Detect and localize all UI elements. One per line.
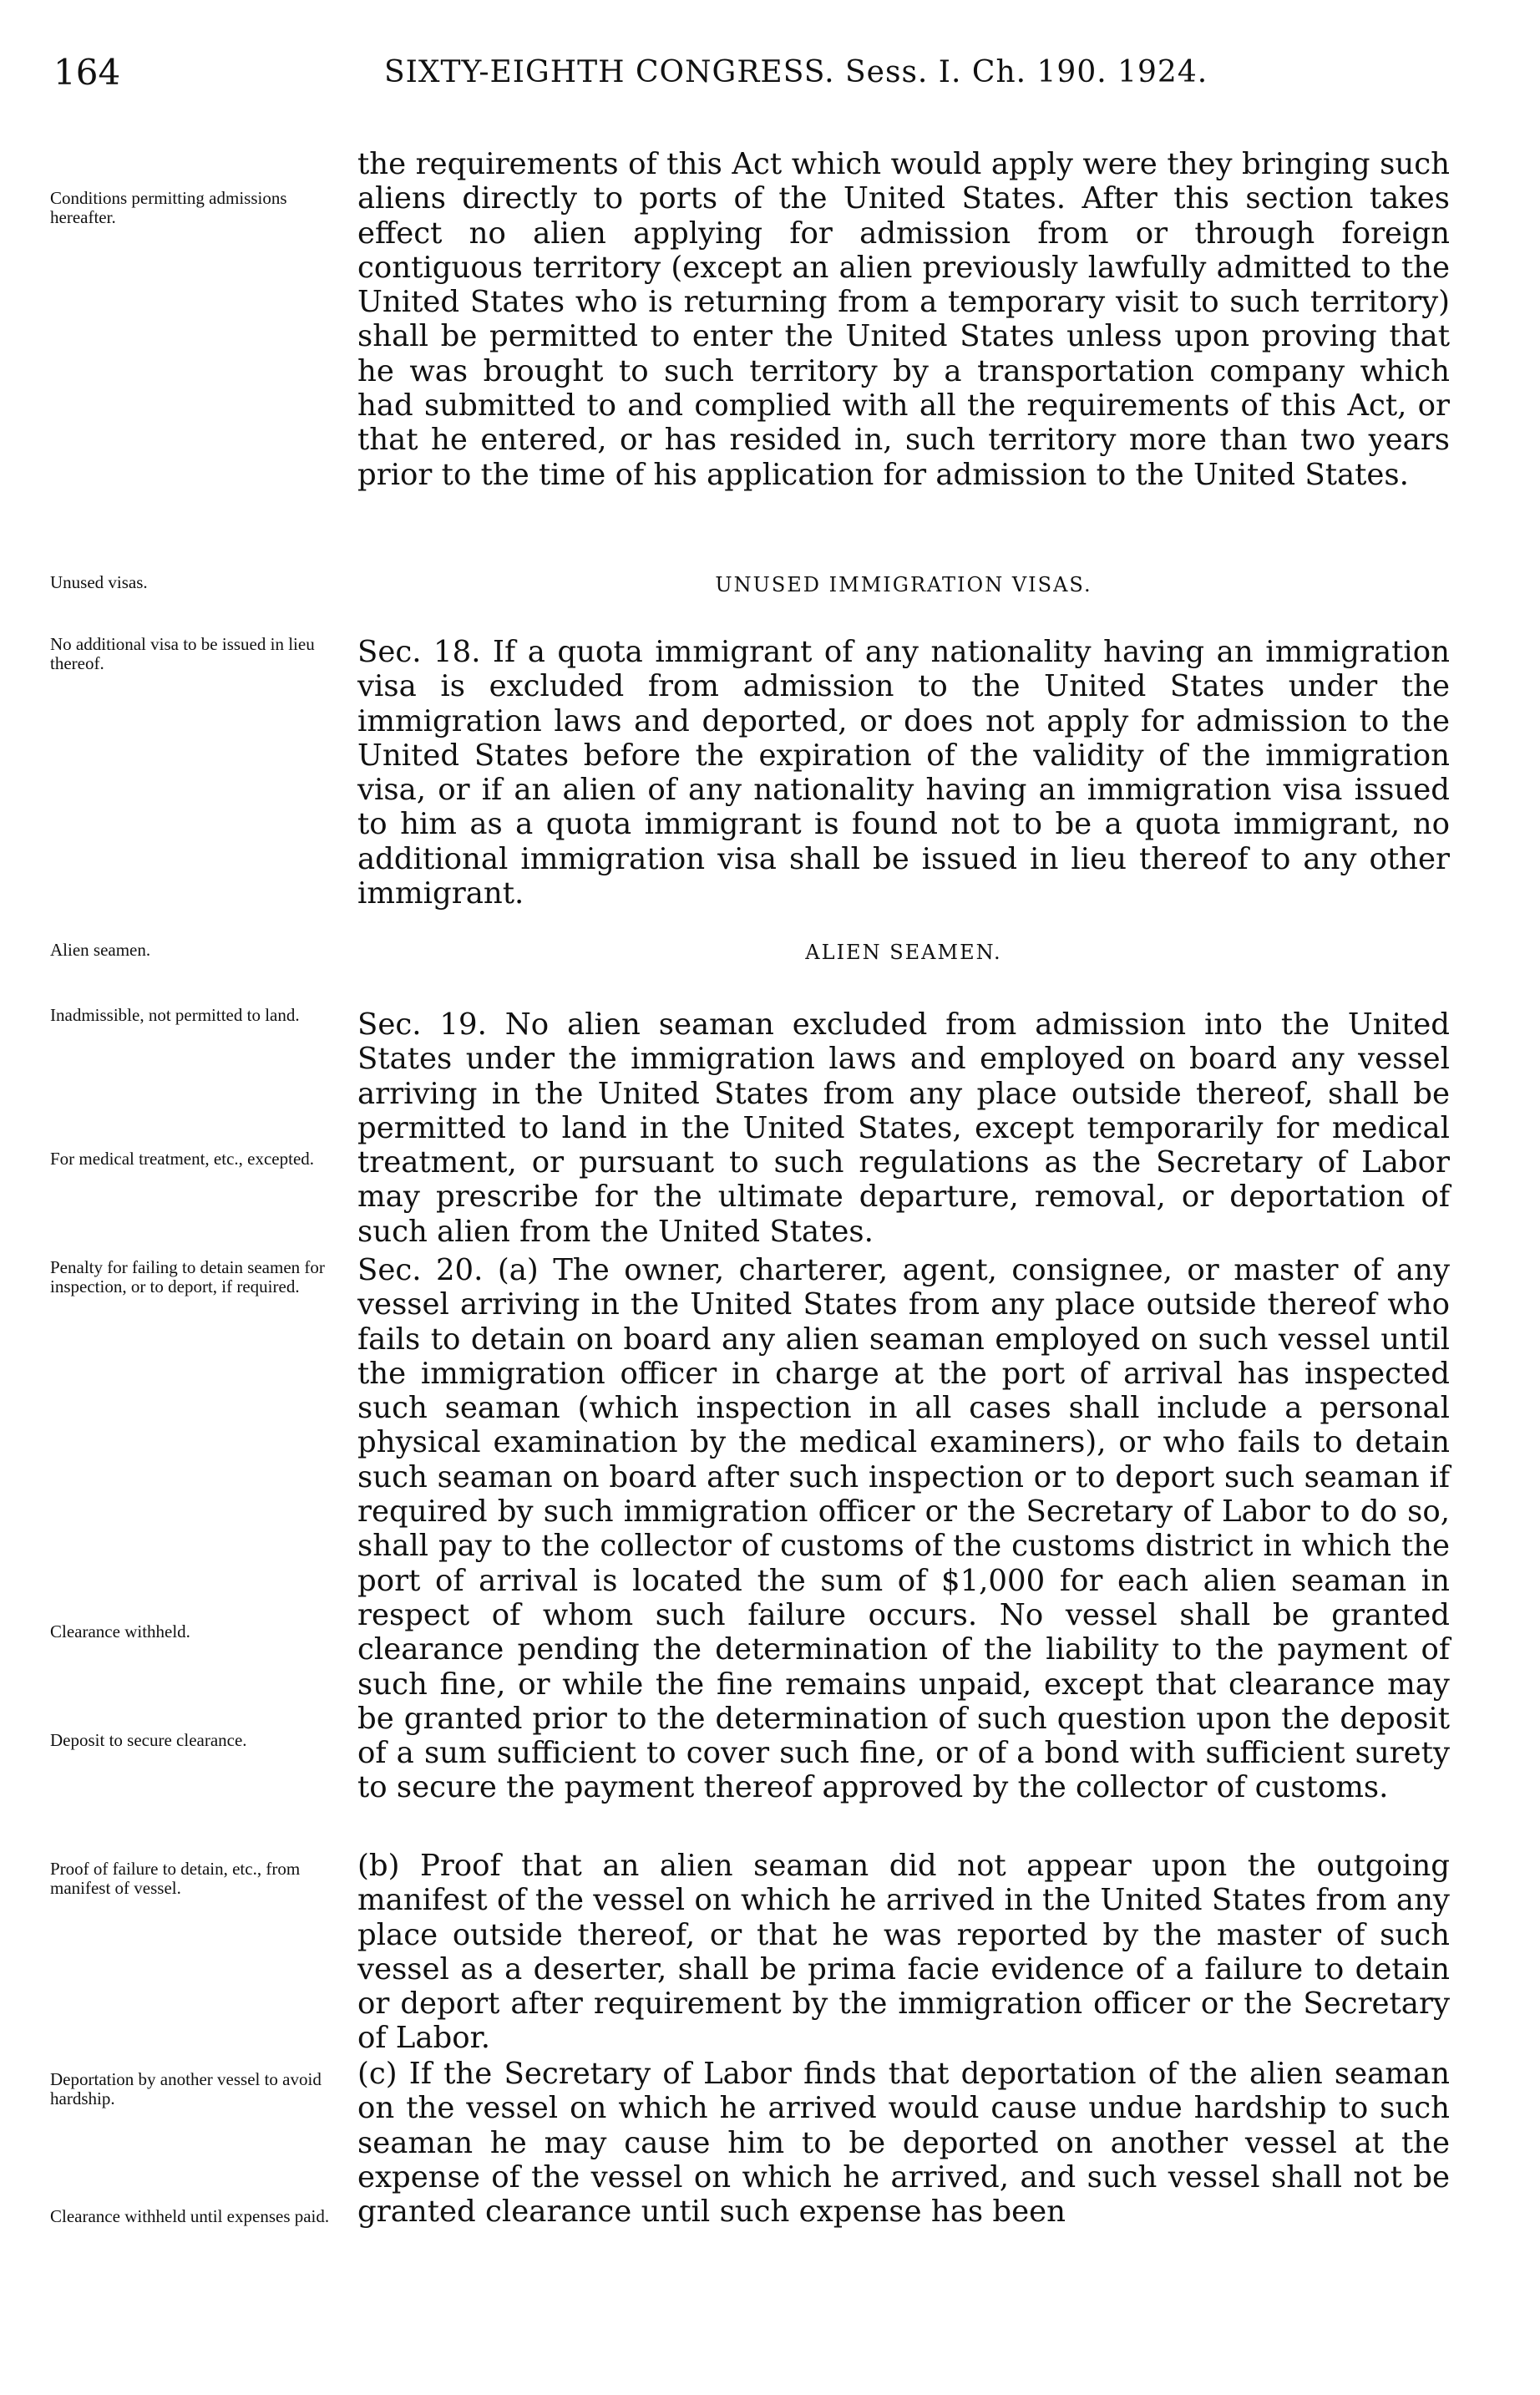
heading-alien-seamen: ALIEN SEAMEN. — [805, 941, 1002, 964]
margin-note: No additional visa to be issued in lieu thereof. — [50, 634, 315, 673]
running-head — [0, 52, 1540, 102]
section-18 — [357, 635, 1450, 911]
section-19 — [357, 1007, 1450, 1249]
margin-note: Deposit to secure clearance. — [50, 1730, 247, 1750]
section-20a — [357, 1253, 1450, 1805]
margin-note: Unused visas. — [50, 572, 148, 592]
margin-note: Penalty for failing to detain seamen for inspection, or to deport, if required. — [50, 1257, 325, 1296]
running-title: SIXTY-EIGHTH CONGRESS. Sess. I. Ch. 190. 1924. — [384, 55, 1208, 89]
heading-unused-immigration-visas: UNUSED IMMIGRATION VISAS. — [715, 573, 1092, 596]
section-20c-text: (c) If the Secretary of Labor finds that deportation of the alien seaman on the vessel on which he arrived would cause undue hardship to such seaman he may cause him to be deported on another vessel at the expense of the vessel on which he arrived, and such vessel shall not be granted clearance until such expense has been — [357, 2057, 1450, 2230]
margin-note: Inadmissible, not permitted to land. — [50, 1005, 300, 1025]
margin-note: Conditions permitting admissions hereafter. — [50, 188, 287, 227]
section-19-text: Sec. 19. No alien seaman excluded from admission into the United States under the immigration laws and employed on board any vessel arriving in the United States from any place outside thereof, shall be permitted to land in the United States, except temporarily for medical treatment, or pursuant to such regulations as the Secretary of Labor may prescribe for the ultimate departure, removal, or deportation of such alien from the United States. — [357, 1007, 1450, 1249]
margin-note: Deportation by another vessel to avoid hardship. — [50, 2069, 322, 2108]
intro-text: the requirements of this Act which would apply were they bringing such aliens directly to ports of the United States. After this section takes effect no alien applying for admission from or through foreign contiguous territory (except an alien previously lawfully admitted to the United States who is returning from a temporary visit to such territory) shall be permitted to enter the United States unless upon proving that he was brought to such territory by a transportation company which had submitted to and complied with all the requirements of this Act, or that he entered, or has resided in, such territory more than two years prior to the time of his application for admission to the United States. — [357, 147, 1450, 492]
margin-note: Clearance withheld. — [50, 1621, 190, 1641]
margin-note: For medical treatment, etc., excepted. — [50, 1149, 315, 1169]
section-18-text: Sec. 18. If a quota immigrant of any nationality having an immigration visa is excluded from admission to the United States under the immigration laws and deported, or does not apply for admission to the United States before the expiration of the validity of the immigration visa, or if an alien of any nationality having an immigration visa issued to him as a quota immigrant is found not to be a quota immigrant, no additional immigration visa shall be issued in lieu thereof to any other immigrant. — [357, 635, 1450, 911]
margin-note: Proof of failure to detain, etc., from manifest of vessel. — [50, 1859, 301, 1898]
section-20b — [357, 1849, 1450, 2056]
paragraph-intro — [357, 147, 1450, 492]
margin-note: Clearance withheld until expenses paid. — [50, 2206, 330, 2226]
section-20a-text: Sec. 20. (a) The owner, charterer, agent, consignee, or master of any vessel arriving in the United States from any place outside thereof who fails to detain on board any alien seaman employed on such vessel until the immigration officer in charge at the port of arrival has inspected such seaman (which inspection in all cases shall include a personal physical examination by the medical examiners), or who fails to detain such seaman on board after such inspection or to deport such seaman if required by such immigration officer or the Secretary of Labor to do so, shall pay to the collector of customs of the customs district in which the port of arrival is located the sum of $1,000 for each alien seaman in respect of whom such failure occurs. No vessel shall be granted clearance pending the determination of the liability to the payment of such fine, or while the fine remains unpaid, except that clearance may be granted prior to the determination of such question upon the deposit of a sum sufficient to cover such fine, or of a bond with sufficient surety to secure the payment thereof approved by the collector of customs. — [357, 1253, 1450, 1805]
section-20c — [357, 2057, 1450, 2229]
section-20b-text: (b) Proof that an alien seaman did not appear upon the outgoing manifest of the vessel on which he arrived in the United States from any place outside thereof, or that he was reported by the master of such vessel as a deserter, shall be prima facie evidence of a failure to detain or deport after requirement by the immigration officer or the Secretary of Labor. — [357, 1849, 1450, 2056]
margin-note: Alien seamen. — [50, 940, 151, 960]
page-number: 164 — [53, 52, 121, 93]
